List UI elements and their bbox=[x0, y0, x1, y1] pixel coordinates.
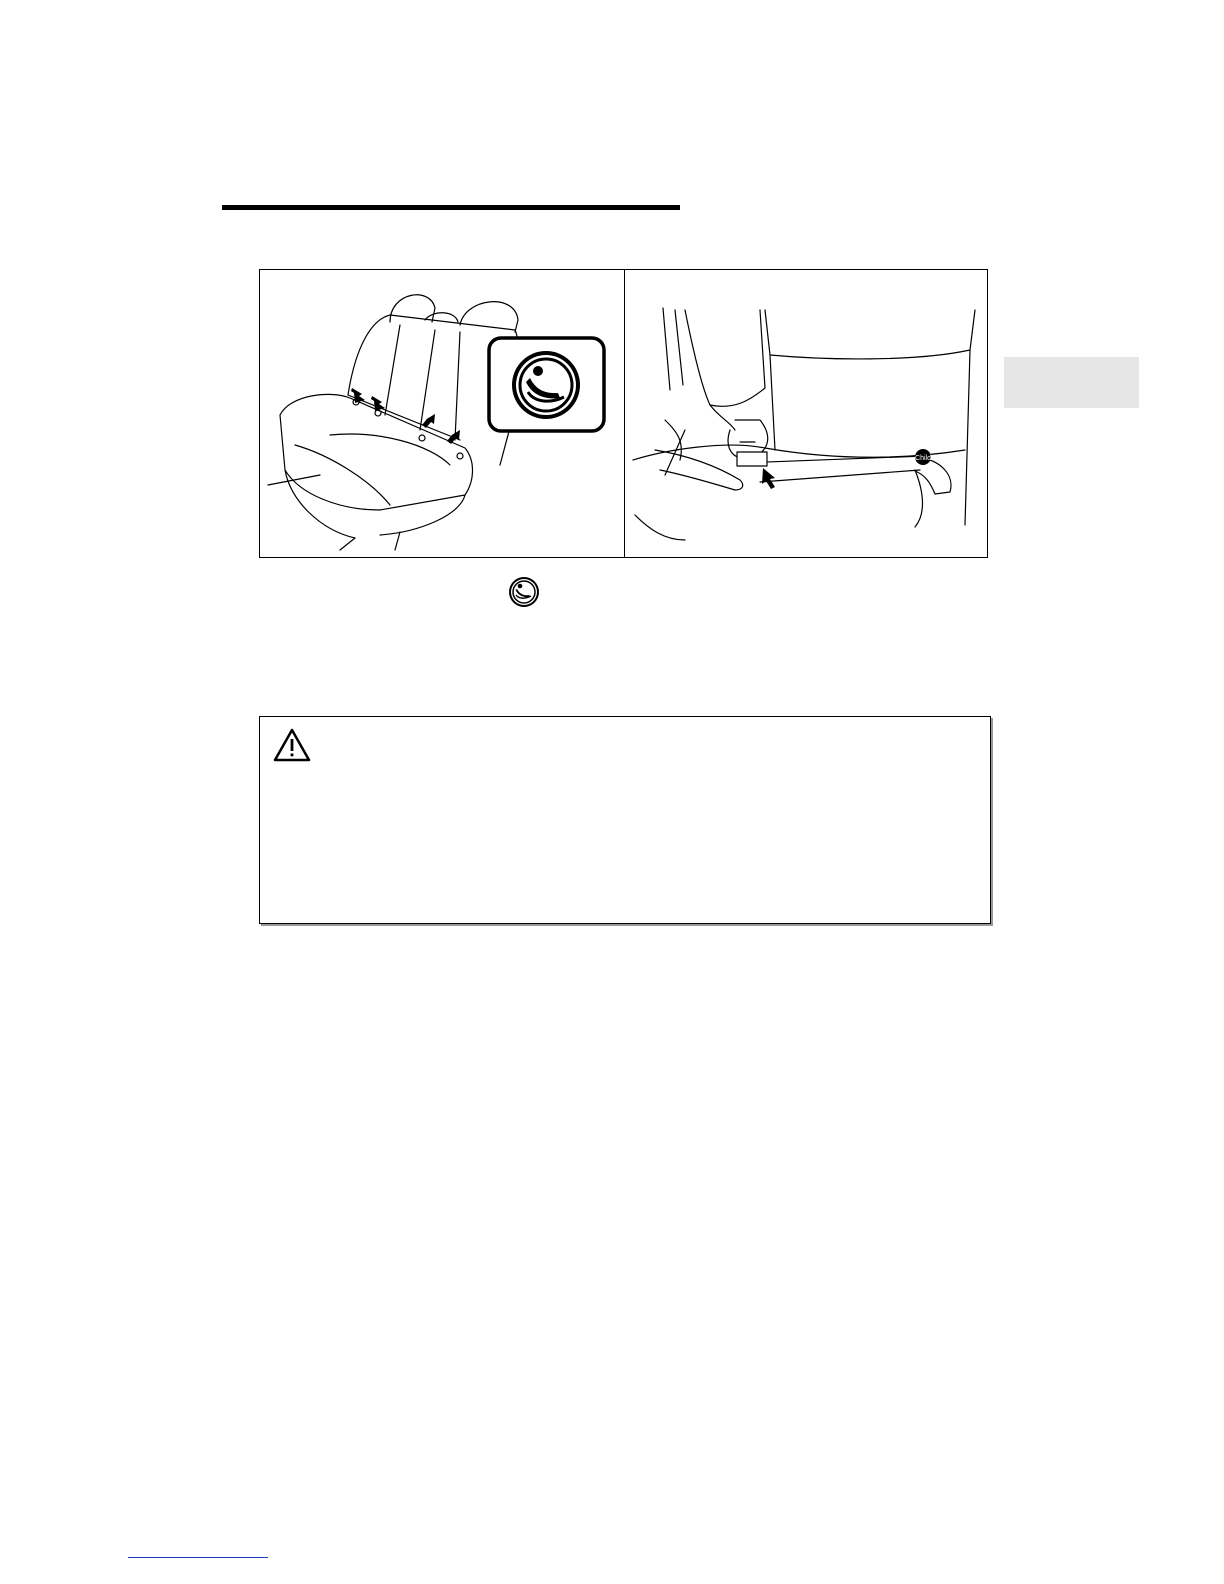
warning-box bbox=[259, 716, 991, 924]
section-heading-rule bbox=[222, 205, 680, 210]
child-buckle-tag bbox=[915, 449, 931, 465]
child-seat-anchor-symbol-icon bbox=[512, 351, 580, 419]
svg-text:Child: Child bbox=[915, 455, 931, 462]
illustration-frame bbox=[259, 269, 988, 558]
footer-link-underline[interactable] bbox=[128, 1557, 268, 1558]
release-arrow bbox=[762, 468, 775, 489]
buckle-drawing bbox=[625, 270, 987, 557]
buckle-illustration bbox=[625, 270, 987, 557]
chapter-index-tab[interactable] bbox=[1004, 357, 1139, 408]
rear-seat-illustration bbox=[260, 270, 625, 557]
child-seat-anchor-symbol-icon bbox=[508, 576, 540, 608]
rear-seat-drawing bbox=[260, 270, 624, 557]
warning-triangle-icon bbox=[272, 727, 312, 763]
